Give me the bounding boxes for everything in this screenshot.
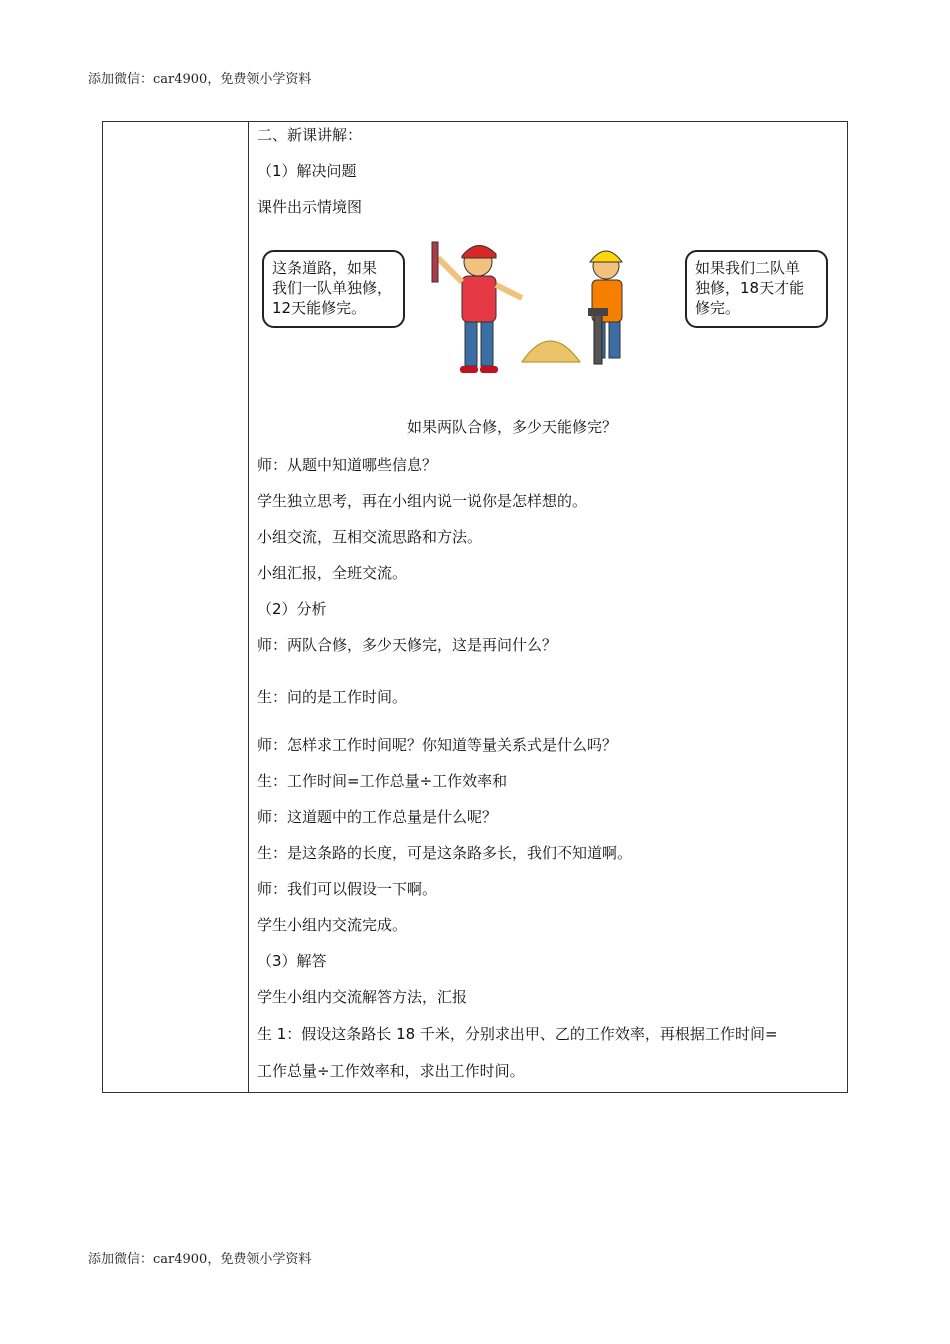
intro-line: 课件出示情境图	[257, 198, 363, 216]
bubble-left-line-3: 12天能修完。	[272, 299, 367, 317]
bubble-right-line-2: 独修，18天才能	[695, 279, 805, 297]
bubble-left-line-2: 我们一队单独修，	[272, 279, 393, 297]
dialogue-line: 师：怎样求工作时间呢？你知道等量关系式是什么吗？	[257, 736, 618, 754]
bubble-right-line-1: 如果我们二队单	[695, 259, 801, 277]
table-left-column	[103, 122, 249, 1092]
subsection-solve-problem: （1）解决问题	[257, 162, 357, 180]
subsection-answer: （3）解答	[257, 952, 327, 970]
bubble-right-line-3: 修完。	[695, 299, 741, 317]
worker-one-illustration	[432, 242, 522, 373]
subsection-analysis: （2）分析	[257, 600, 327, 618]
dialogue-line: 生 1：假设这条路长 18 千米，分别求出甲、乙的工作效率，再根据工作时间=	[257, 1025, 778, 1043]
dialogue-line: 小组交流，互相交流思路和方法。	[257, 528, 483, 546]
dialogue-line: 学生小组内交流完成。	[257, 916, 408, 934]
dialogue-line: 生：问的是工作时间。	[257, 688, 408, 706]
dialogue-line: 工作总量÷工作效率和，求出工作时间。	[257, 1062, 525, 1080]
dialogue-line: 师：两队合修，多少天修完，这是再问什么？	[257, 636, 558, 654]
speech-bubble-team-one	[262, 250, 405, 328]
dialogue-line: 学生小组内交流解答方法，汇报	[257, 988, 468, 1006]
worker-two-illustration	[588, 251, 622, 364]
footer-watermark-note: 添加微信：car4900，免费领小学资料	[88, 1252, 312, 1267]
section-title: 二、新课讲解：	[257, 126, 363, 144]
dialogue-line: 学生独立思考，再在小组内说一说你是怎样想的。	[257, 492, 588, 510]
header-watermark-note: 添加微信：car4900，免费领小学资料	[88, 72, 312, 87]
dialogue-line: 生：工作时间=工作总量÷工作效率和	[257, 772, 508, 790]
dialogue-line: 师：这道题中的工作总量是什么呢？	[257, 808, 498, 826]
dialogue-line: 师：我们可以假设一下啊。	[257, 880, 438, 898]
scenario-question: 如果两队合修，多少天能修完？	[407, 418, 618, 436]
speech-bubble-team-two	[685, 250, 828, 328]
dialogue-line: 生：是这条路的长度，可是这条路多长，我们不知道啊。	[257, 844, 633, 862]
bubble-left-line-1: 这条道路，如果	[272, 259, 378, 277]
dialogue-line: 小组汇报，全班交流。	[257, 564, 408, 582]
dialogue-line: 师：从题中知道哪些信息？	[257, 456, 438, 474]
sand-pile-illustration	[522, 341, 580, 362]
